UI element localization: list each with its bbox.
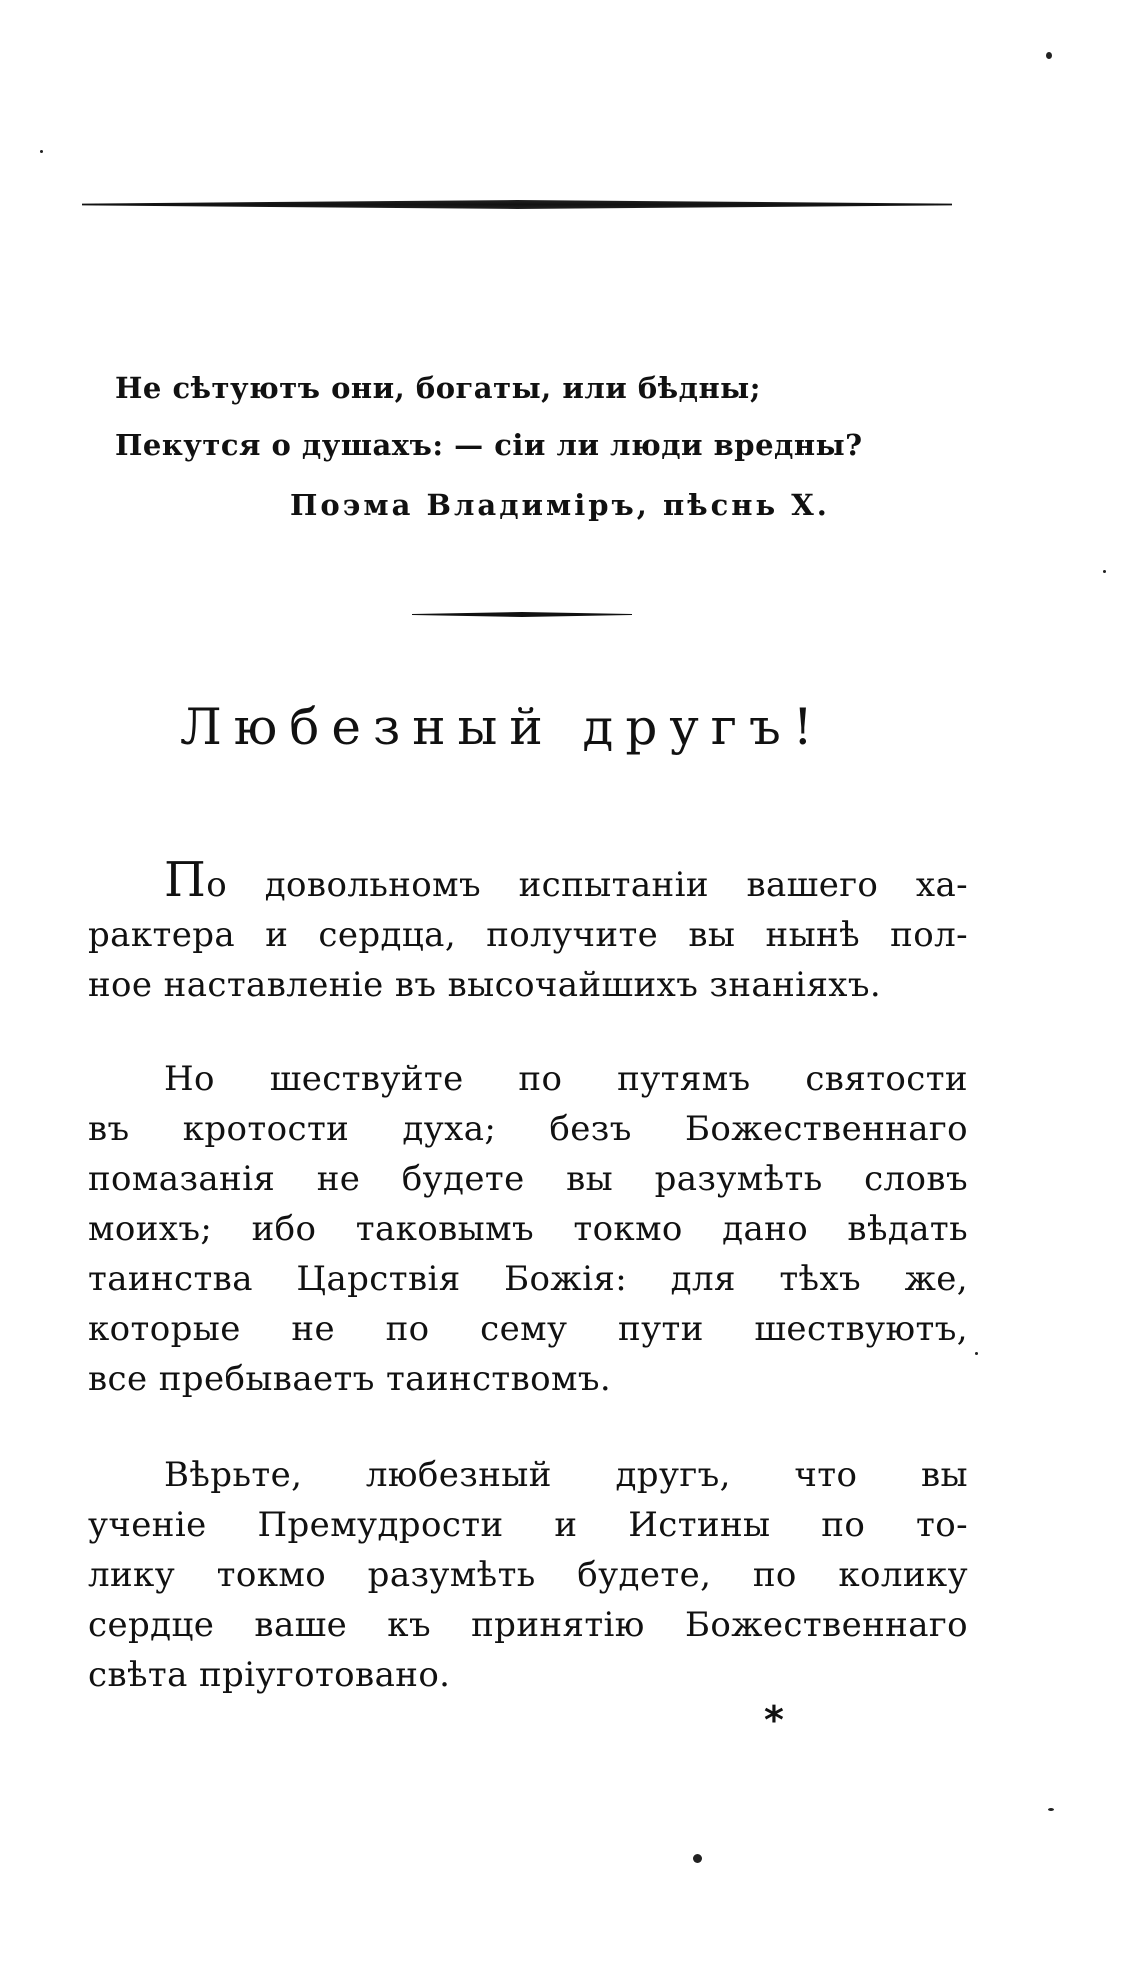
epigraph-line: Пекутся о душахъ: — сіи ли люди вредны? [115,428,863,462]
signature-mark: * [764,1698,784,1742]
epigraph [115,360,955,474]
paragraph-line: помазанія не будете вы разумѣть словъ [88,1159,968,1199]
paragraph-line-text: о довольномъ испытаніи вашего ха- [206,865,968,905]
paragraph-line: ное наставленіе въ высочайшихъ знаніяхъ. [88,965,882,1005]
scan-speck [1048,1808,1054,1811]
paragraph-line: рактера и сердца, получите вы нынѣ пол- [88,915,968,955]
paragraph-line: таинства Царствія Божія: для тѣхъ же, [88,1259,968,1299]
paragraph-line: которые не по сему пути шествуютъ, [88,1309,968,1349]
scan-speck [975,1352,978,1355]
scan-speck [1046,52,1052,59]
paragraph-3 [88,1450,968,1700]
paragraph-line: Но шествуйте по путямъ святости [164,1059,968,1099]
paragraph-line [88,852,968,910]
paragraph-line: сердце ваше къ принятію Божественнаго [88,1605,968,1645]
paragraph-line: все пребываетъ таинствомъ. [88,1359,612,1399]
paragraph-line: свѣта пріуготовано. [88,1655,451,1695]
paragraph-1 [88,852,968,1010]
scan-speck [40,150,43,153]
paragraph-line: Вѣрьте, любезный другъ, что вы [164,1455,968,1495]
scan-speck [693,1854,702,1863]
epigraph-source: Поэма Владиміръ, пѣснь X. [290,488,830,522]
drop-cap: П [164,852,207,908]
paragraph-line: ученіе Премудрости и Истины по то- [88,1505,968,1545]
salutation-heading: Любезный другъ! [180,698,825,756]
paragraph-line: лику токмо разумѣть будете, по колику [88,1555,968,1595]
epigraph-line: Не сѣтуютъ они, богаты, или бѣдны; [115,371,761,405]
paragraph-line: въ кротости духа; безъ Божественнаго [88,1109,968,1149]
scan-speck [1103,570,1106,573]
paragraph-2 [88,1054,968,1404]
top-ornamental-rule [82,200,952,209]
paragraph-line: моихъ; ибо таковымъ токмо дано вѣдать [88,1209,968,1249]
section-divider [412,612,632,617]
